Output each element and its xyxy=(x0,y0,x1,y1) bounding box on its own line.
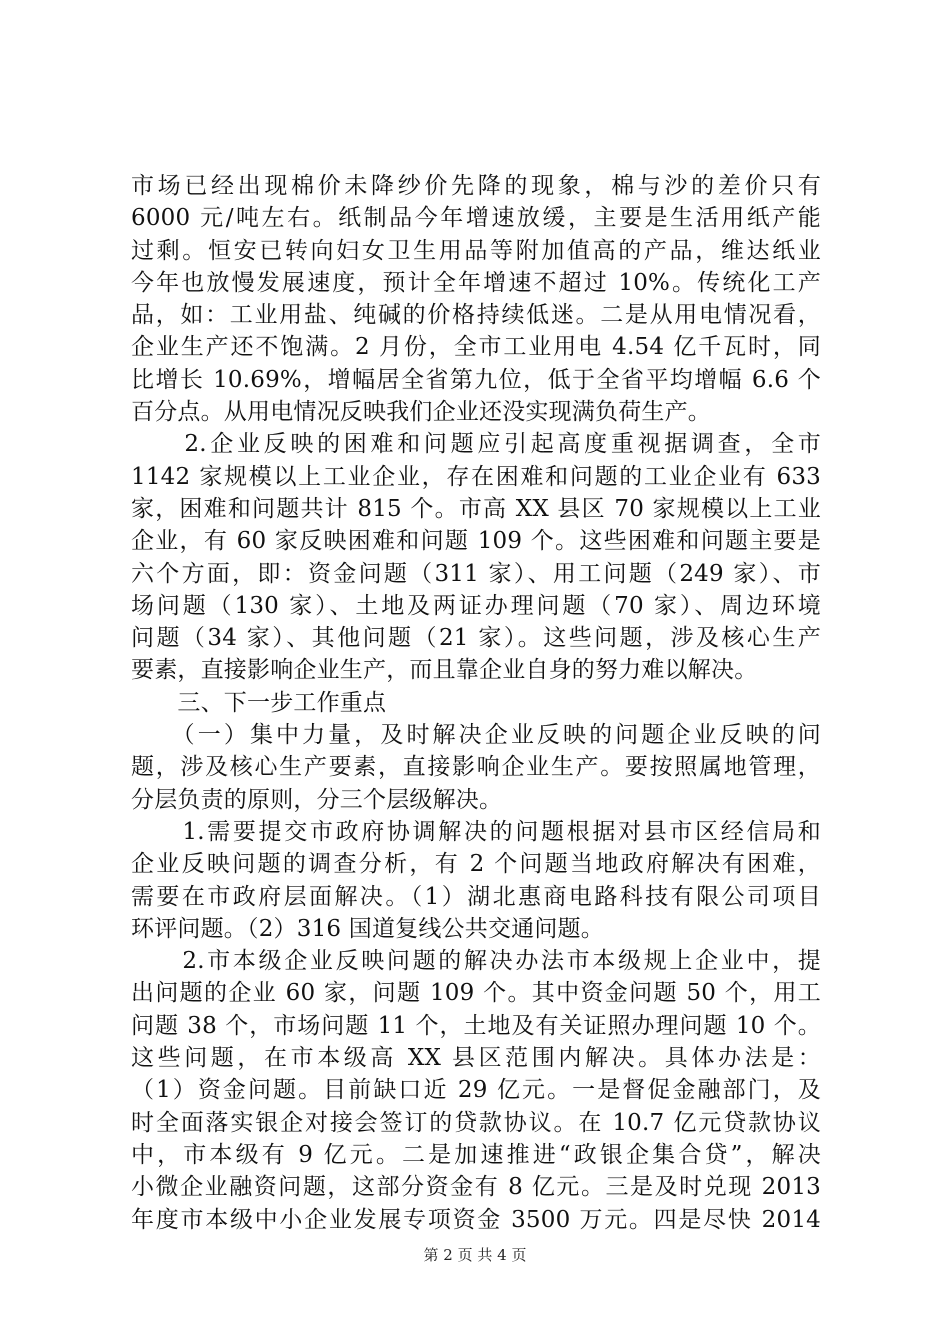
text-line: 1.需要提交市政府协调解决的问题根据对县市区经信局和 xyxy=(131,818,821,845)
text-line: 企业，有 60 家反映困难和问题 109 个。这些困难和问题主要是 xyxy=(131,528,821,555)
text-line: 出问题的企业 60 家，问题 109 个。其中资金问题 50 个，用工 xyxy=(131,980,821,1007)
text-line: （一）集中力量，及时解决企业反映的问题企业反映的问 xyxy=(131,722,821,749)
text-line: 百分点。从用电情况反映我们企业还没实现满负荷生产。 xyxy=(131,399,711,426)
page-number-footer: 第 2 页 共 4 页 xyxy=(423,1246,527,1264)
text-line: 品，如：工业用盐、纯碱的价格持续低迷。二是从用电情况看， xyxy=(131,302,821,329)
text-line: 场问题（130 家）、土地及两证办理问题（70 家）、周边环境 xyxy=(131,592,821,619)
text-line: 这些问题，在市本级高 XX 县区范围内解决。具体办法是： xyxy=(131,1045,821,1072)
text-line: 小微企业融资问题，这部分资金有 8 亿元。三是及时兑现 2013 xyxy=(131,1174,821,1201)
text-line: 需要在市政府层面解决。（1）湖北惠商电路科技有限公司项目 xyxy=(131,883,821,910)
text-line: 中，市本级有 9 亿元。二是加速推进“政银企集合贷”，解决 xyxy=(131,1141,821,1168)
text-line: 问题（34 家）、其他问题（21 家）。这些问题，涉及核心生产 xyxy=(131,625,821,652)
body-text xyxy=(131,170,821,1236)
text-line: 六个方面，即：资金问题（311 家）、用工问题（249 家）、市 xyxy=(131,560,821,587)
section-heading: 三、下一步工作重点 xyxy=(131,689,387,716)
text-line: 6000 元/吨左右。纸制品今年增速放缓，主要是生活用纸产能 xyxy=(131,205,821,232)
text-line: 比增长 10.69%，增幅居全省第九位，低于全省平均增幅 6.6 个 xyxy=(131,366,821,393)
text-line: 市场已经出现棉价未降纱价先降的现象，棉与沙的差价只有 xyxy=(131,173,821,199)
text-line: 题，涉及核心生产要素，直接影响企业生产。要按照属地管理， xyxy=(131,754,821,781)
text-line: 企业生产还不饱满。2 月份，全市工业用电 4.54 亿千瓦时，同 xyxy=(131,334,821,361)
text-line: 家，困难和问题共计 815 个。市高 XX 县区 70 家规模以上工业 xyxy=(131,495,821,522)
text-line: 年度市本级中小企业发展专项资金 3500 万元。四是尽快 2014 xyxy=(131,1206,821,1233)
text-line: 2.市本级企业反映问题的解决办法市本级规上企业中，提 xyxy=(131,948,821,975)
text-line: 环评问题。（2）316 国道复线公共交通问题。 xyxy=(131,915,604,942)
text-line: 时全面落实银企对接会签订的贷款协议。在 10.7 亿元贷款协议 xyxy=(131,1109,821,1136)
text-line: 今年也放慢发展速度，预计全年增速不超过 10%。传统化工产 xyxy=(131,269,821,296)
text-line: 1142 家规模以上工业企业，存在困难和问题的工业企业有 633 xyxy=(131,463,821,490)
text-line: （1）资金问题。目前缺口近 29 亿元。一是督促金融部门，及 xyxy=(131,1077,821,1104)
text-line: 问题 38 个，市场问题 11 个，土地及有关证照办理问题 10 个。 xyxy=(131,1012,821,1039)
text-line: 要素，直接影响企业生产，而且靠企业自身的努力难以解决。 xyxy=(131,657,758,684)
text-line: 分层负责的原则，分三个层级解决。 xyxy=(131,786,503,813)
text-line: 过剩。恒安已转向妇女卫生用品等附加值高的产品，维达纸业 xyxy=(131,237,821,264)
text-line: 企业反映问题的调查分析，有 2 个问题当地政府解决有困难， xyxy=(131,851,821,878)
text-line: 2.企业反映的困难和问题应引起高度重视据调查，全市 xyxy=(131,431,821,458)
